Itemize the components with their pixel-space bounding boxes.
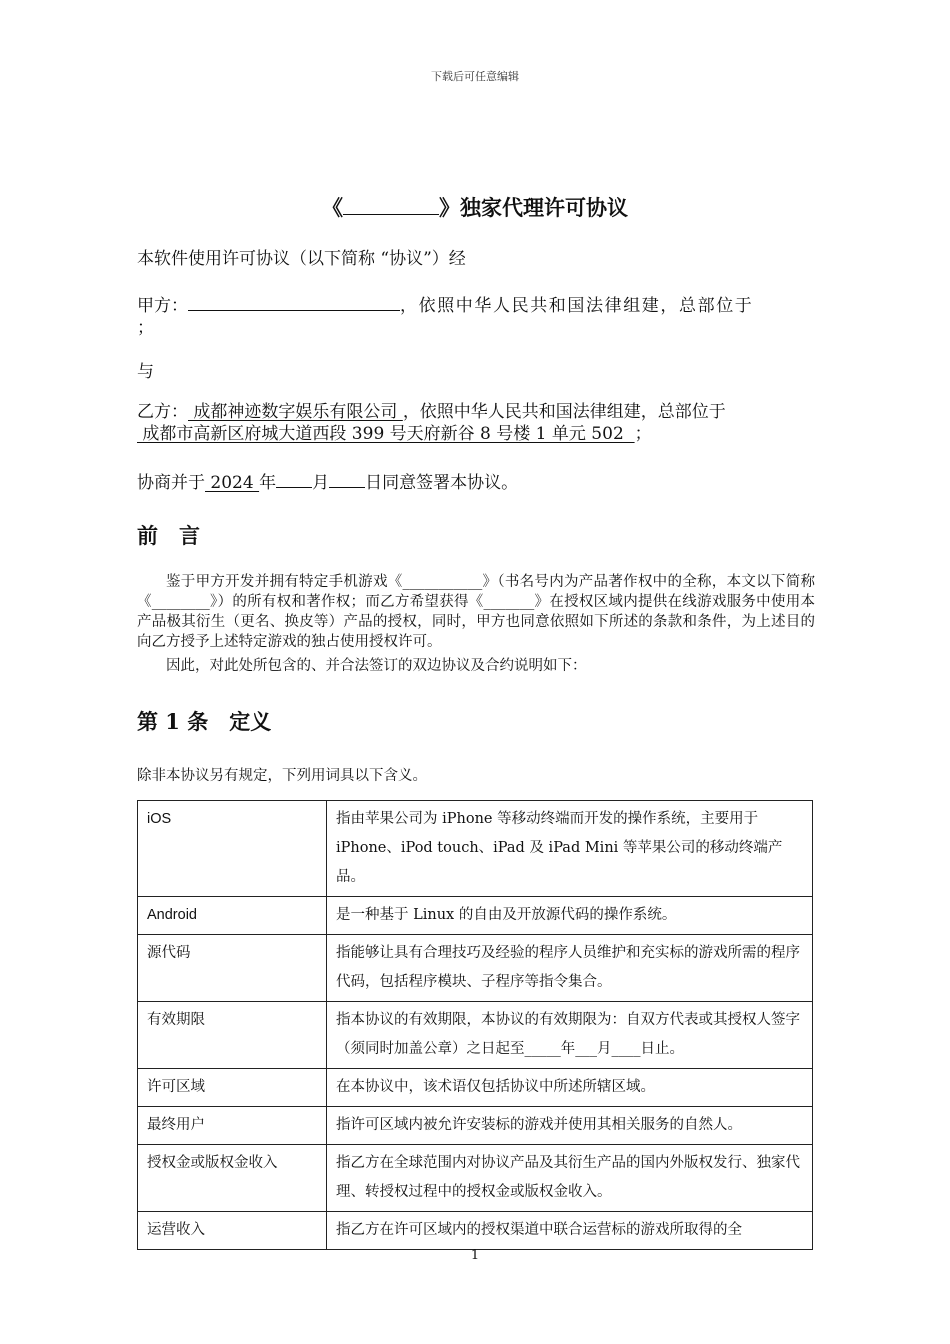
sign-date-line (137, 468, 518, 493)
title-name-blank[interactable] (343, 195, 439, 215)
party-a-name-blank[interactable] (188, 291, 400, 311)
page-header-note: 下载后可任意编辑 (431, 70, 519, 83)
table-row (138, 1002, 813, 1069)
article-1-intro: 除非本协议另有规定，下列用词具以下含义。 (137, 768, 427, 784)
definition-term: iOS (138, 801, 327, 897)
sign-day-blank[interactable] (329, 468, 365, 488)
definition-desc: 在本协议中，该术语仅包括协议中所述所辖区域。 (327, 1069, 813, 1107)
definition-desc: 指乙方在全球范围内对协议产品及其衍生产品的国内外版权发行、独家代理、转授权过程中的授权金或版权金收入。 (327, 1145, 813, 1212)
party-a-text: ，依照中华人民共和国法律组建，总部位于 (400, 296, 754, 316)
party-a-label: 甲方： (137, 296, 188, 316)
party-b-company: 成都神迹数字娱乐有限公司 (188, 402, 403, 422)
table-row (138, 801, 813, 897)
preface-heading: 前 言 (137, 523, 200, 548)
definition-desc: 指许可区域内被允许安装标的游戏并使用其相关服务的自然人。 (327, 1107, 813, 1145)
article-1-heading: 第 1 条 定义 (137, 709, 272, 734)
party-b-clause (137, 401, 817, 445)
definition-term: Android (138, 897, 327, 935)
title-open-bracket: 《 (322, 195, 343, 220)
title-text: 》独家代理许可协议 (439, 195, 628, 220)
table-row (138, 1069, 813, 1107)
preface-paragraph-2: 因此，对此处所包含的、并合法签订的双边协议及合约说明如下： (166, 658, 587, 674)
sign-day-suffix: 日同意签署本协议。 (365, 473, 519, 493)
party-b-address: 成都市高新区府城大道西段 399 号天府新谷 8 号楼 1 单元 502 (137, 424, 635, 444)
page-number: 1 (470, 1248, 480, 1263)
definition-desc: 指能够让具有合理技巧及经验的程序人员维护和充实标的游戏所需的程序代码，包括程序模块、子程序等指令集合。 (327, 935, 813, 1002)
definition-desc: 指乙方在许可区域内的授权渠道中联合运营标的游戏所取得的全 (327, 1212, 813, 1250)
definition-desc: 指本协议的有效期限，本协议的有效期限为：自双方代表或其授权人签字（须同时加盖公章）之日起至_____年___月____日止。 (327, 1002, 813, 1069)
definition-term: 授权金或版权金收入 (138, 1145, 327, 1212)
intro-line: 本软件使用许可协议（以下简称 “协议”）经 (137, 249, 466, 269)
definition-term: 最终用户 (138, 1107, 327, 1145)
definition-term: 源代码 (138, 935, 327, 1002)
table-row (138, 1212, 813, 1250)
sign-year: 2024 (205, 473, 260, 493)
party-b-end: ； (634, 424, 652, 444)
party-a-clause (137, 291, 817, 339)
document-title (0, 192, 950, 222)
definition-term: 有效期限 (138, 1002, 327, 1069)
sign-month-suffix: 月 (312, 473, 330, 493)
definitions-table (137, 800, 813, 1250)
table-row (138, 1145, 813, 1212)
sign-month-blank[interactable] (276, 468, 312, 488)
preface-paragraph-1: 鉴于甲方开发并拥有特定手机游戏《___________》（书名号内为产品著作权中的全称，本文以下简称《________》）的所有权和著作权；而乙方希望获得《_______》在授权区域内提供在线游戏服务中使用本产品极其衍生（更名、换皮等）产品的授权，同时，甲方也同意依照如下所述的条款和条件，为上述目的向乙方授予上述特定游戏的独占使用授权许可。 (137, 574, 815, 650)
sign-prefix: 协商并于 (137, 473, 205, 493)
table-row (138, 1107, 813, 1145)
party-b-text: ，依照中华人民共和国法律组建，总部位于 (402, 402, 726, 422)
and-word: 与 (137, 362, 154, 382)
sign-year-suffix: 年 (259, 473, 277, 493)
definition-desc: 指由苹果公司为 iPhone 等移动终端而开发的操作系统，主要用于 iPhone、iPod touch、iPad 及 iPad Mini 等苹果公司的移动终端产品。 (327, 801, 813, 897)
table-row (138, 897, 813, 935)
table-row (138, 935, 813, 1002)
definition-term: 许可区域 (138, 1069, 327, 1107)
definition-term: 运营收入 (138, 1212, 327, 1250)
party-a-end: ； (137, 318, 154, 338)
definition-desc: 是一种基于 Linux 的自由及开放源代码的操作系统。 (327, 897, 813, 935)
party-b-label: 乙方： (137, 402, 188, 422)
